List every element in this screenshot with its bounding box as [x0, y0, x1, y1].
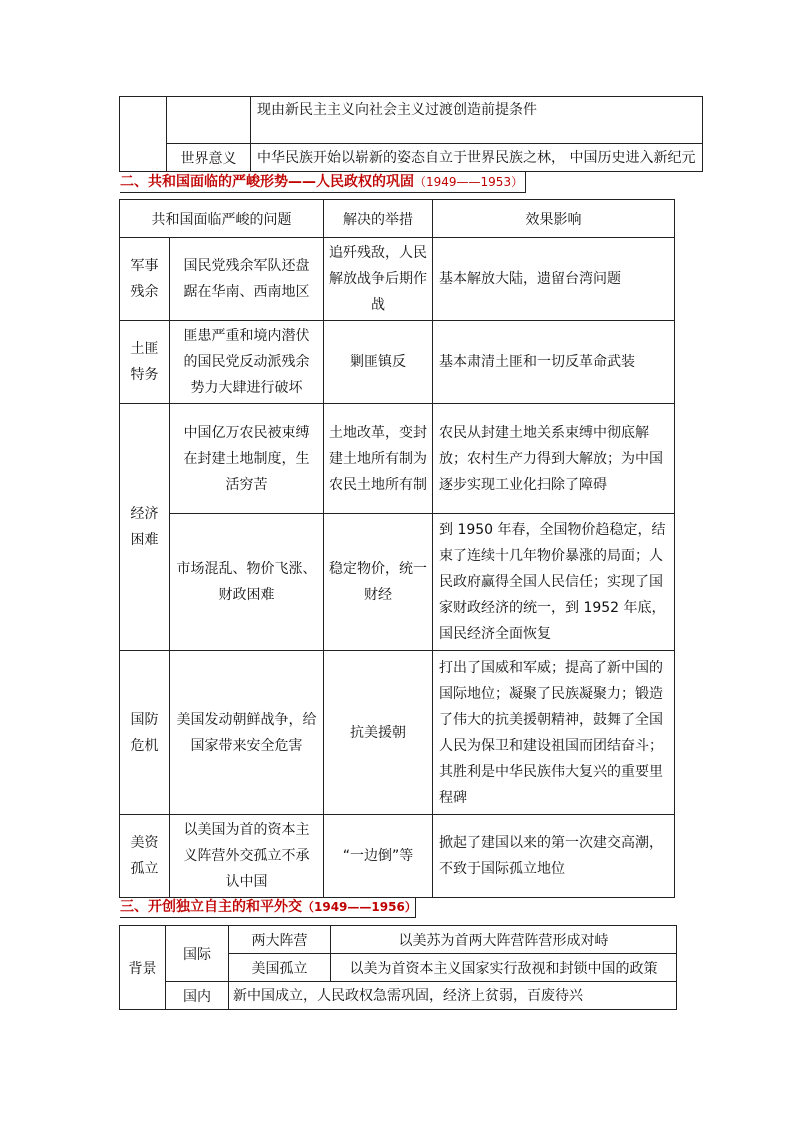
top-table-blank-cell [120, 97, 167, 172]
table-row [120, 404, 675, 514]
row-label: 美国孤立 [229, 954, 331, 982]
section-2-heading: 二、共和国面临的严峻形势——人民政权的巩固（1949——1953） [120, 174, 524, 190]
row-problem: 中国亿万农民被束缚在封建土地制度，生活穷苦 [170, 404, 324, 514]
row-effect: 掀起了建国以来的第一次建交高潮，不致于国际孤立地位 [433, 815, 675, 898]
consolidation-table [119, 199, 675, 898]
row-problem: 以美国为首的资本主义阵营外交孤立不承认中国 [170, 815, 324, 898]
row-category: 美资孤立 [120, 815, 170, 898]
row-measure: 土地改革，变封建土地所有制为农民土地所有制 [324, 404, 433, 514]
row-label: 两大阵营 [229, 926, 331, 954]
row-measure: 抗美援朝 [324, 651, 433, 815]
row-effect: 打出了国威和军威；提高了新中国的国际地位；凝聚了民族凝聚力；锻造了伟大的抗美援朝精神，鼓舞了全国人民为保卫和建设祖国而团结奋斗；其胜利是中华民族伟大复兴的重要里程碑 [433, 651, 675, 815]
row-text: 以美为首资本主义国家实行敌视和封锁中国的政策 [331, 954, 677, 982]
top-table-blank-cell [167, 97, 251, 144]
section-3-heading: 三、开创独立自主的和平外交（1949——1956） [120, 899, 417, 915]
row-effect: 基本解放大陆，遗留台湾问题 [433, 238, 675, 321]
world-significance-text: 中华民族开始以崭新的姿态自立于世界民族之林， 中国历史进入新纪元 [251, 144, 703, 172]
section-3-heading-box [120, 897, 416, 918]
domestic-text: 新中国成立，人民政权急需巩固，经济上贫弱，百废待兴 [229, 982, 677, 1010]
row-problem: 美国发动朝鲜战争，给国家带来安全危害 [170, 651, 324, 815]
section-2-heading-box [120, 172, 526, 193]
diplomacy-background-table [119, 925, 677, 1010]
row-problem: 国民党残余军队还盘踞在华南、西南地区 [170, 238, 324, 321]
row-category: 国防危机 [120, 651, 170, 815]
table-row [120, 321, 675, 404]
table-row [120, 238, 675, 321]
background-label: 背景 [120, 926, 166, 1010]
world-significance-label: 世界意义 [167, 144, 251, 172]
row-problem: 市场混乱、物价飞涨、财政困难 [170, 514, 324, 651]
table-row [120, 651, 675, 815]
row-text: 以美苏为首两大阵营阵营形成对峙 [331, 926, 677, 954]
row-measure: 追歼残敌，人民解放战争后期作战 [324, 238, 433, 321]
row-measure: “一边倒”等 [324, 815, 433, 898]
transition-text: 现由新民主主义向社会主义过渡创造前提条件 [251, 97, 703, 144]
row-effect: 基本肃清土匪和一切反革命武装 [433, 321, 675, 404]
row-problem: 匪患严重和境内潜伏的国民党反动派残余势力大肆进行破坏 [170, 321, 324, 404]
row-category: 经济困难 [120, 404, 170, 651]
table-row [120, 982, 677, 1010]
table-row [120, 514, 675, 651]
header-measure: 解决的举措 [324, 200, 433, 238]
international-label: 国际 [166, 926, 229, 982]
row-measure: 稳定物价，统一财经 [324, 514, 433, 651]
top-table [119, 96, 703, 172]
row-category: 土匪特务 [120, 321, 170, 404]
domestic-label: 国内 [166, 982, 229, 1010]
row-measure: 剿匪镇反 [324, 321, 433, 404]
row-effect: 农民从封建土地关系束缚中彻底解放；农村生产力得到大解放；为中国逐步实现工业化扫除了障碍 [433, 404, 675, 514]
row-effect: 到 1950 年春，全国物价趋稳定，结束了连续十几年物价暴涨的局面；人民政府赢得全国人民信任；实现了国家财政经济的统一，到 1952 年底，国民经济全面恢复 [433, 514, 675, 651]
header-problem: 共和国面临严峻的问题 [120, 200, 324, 238]
table-row [120, 926, 677, 954]
header-effect: 效果影响 [433, 200, 675, 238]
table-row [120, 815, 675, 898]
table-header-row [120, 200, 675, 238]
row-category: 军事残余 [120, 238, 170, 321]
